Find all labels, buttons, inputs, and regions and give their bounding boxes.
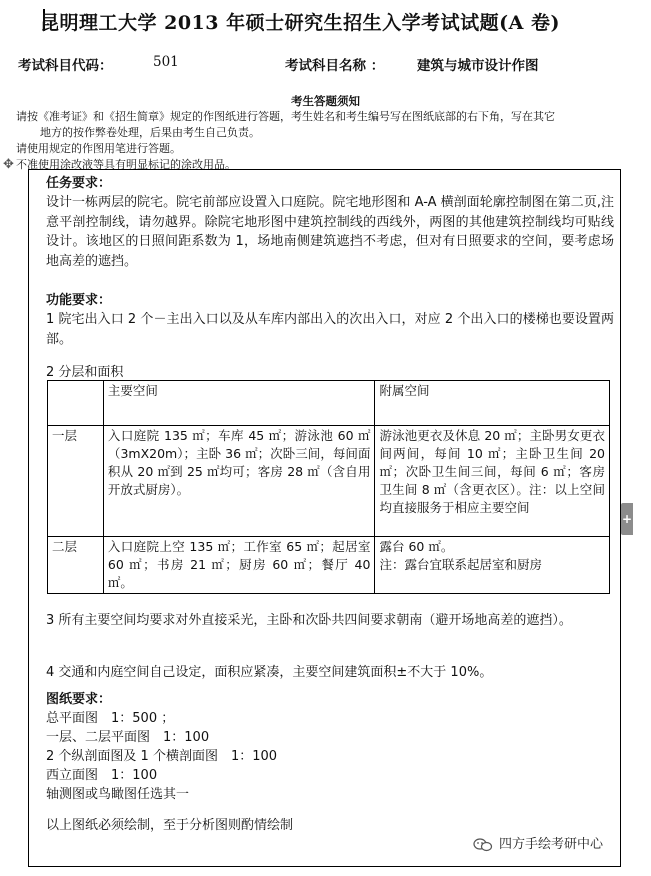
function-item-4: 4 交通和内庭空间自己设定，面积应紧凑，主要空间建筑面积±不大于 10%。: [46, 665, 493, 680]
notice-line-1: 请按《准考证》和《招生简章》规定的作图纸进行答题，考生姓名和考生编号写在图纸底部的右下角，写在其它: [16, 110, 555, 123]
subject-name: 建筑与城市设计作图: [417, 58, 539, 74]
table-cell-aux: 游泳池更衣及休息 20 ㎡；主卧男女更衣间两间，每间 10 ㎡；主卧卫生间 20 ㎡；次卧卫生间三间，每间 6 ㎡；客房卫生间 8 ㎡（含更衣区）。注：以上空间均直接服务于相应主要空间: [375, 426, 610, 537]
drawing-item: 一层、二层平面图 1：100: [46, 730, 210, 745]
table-header-main: 主要空间: [103, 381, 375, 426]
subject-code-label: 考试科目代码：: [18, 58, 113, 74]
notice-line-2: 地方的按作弊卷处理，后果由考生自己负责。: [40, 126, 260, 139]
table-header-row: [48, 381, 610, 426]
subject-code: 501: [153, 54, 179, 70]
area-table: [47, 380, 610, 594]
watermark-text: 四方手绘考研中心: [499, 837, 604, 852]
table-cell-empty: [48, 381, 104, 426]
table-header-aux: 附属空间: [375, 381, 610, 426]
drawings-heading: 图纸要求：: [46, 692, 112, 707]
function-item-3: 3 所有主要空间均要求对外直接采光，主卧和次卧共四间要求朝南（避开场地高差的遮挡）。: [46, 613, 572, 628]
notice-line-3: 请使用规定的作图用笔进行答题。: [16, 142, 181, 155]
subject-name-label: 考试科目名称 ：: [285, 58, 385, 74]
drawing-item: 2 个纵剖面图及 1 个横剖面图 1：100: [46, 749, 278, 764]
move-icon[interactable]: ✥: [3, 157, 14, 172]
exam-title: 昆明理工大学 2013 年硕士研究生招生入学考试试题(A 卷): [40, 12, 560, 34]
table-cell-main: 入口庭院上空 135 ㎡；工作室 65 ㎡；起居室 60 ㎡；书房 21 ㎡；厨房 60 ㎡；餐厅 40 ㎡。: [103, 537, 375, 594]
notice-title: 考生答题须知: [291, 94, 360, 108]
function-item-1: 1 院宅出入口 2 个－主出入口以及从车库内部出入的次出入口，对应 2 个出入口的楼梯也要设置两部。: [46, 312, 614, 347]
table-row: [48, 426, 610, 537]
table-row: [48, 537, 610, 594]
notice-line-4: 不准使用涂改液等具有明显标记的涂改用品。: [16, 158, 236, 171]
drawing-item: 轴测图或鸟瞰图任选其一: [46, 787, 190, 802]
drawing-item: 总平面图 1：500 ；: [46, 711, 175, 726]
drawings-list: [46, 709, 614, 804]
task-text: 设计一栋两层的院宅。院宅前部应设置入口庭院。院宅地形图和 A-A 横剖面轮廓控制图在第二页,注意平剖控制线，请勿越界。除院宅地形图中建筑控制线的西线外，两图的其他建筑控制线均可贴线设计。该地区的日照间距系数为 1，场地南侧建筑遮挡不考虑，但对有日照要求的空间，要考虑场地高差的遮挡。: [46, 195, 614, 269]
table-cell-aux: 露台 60 ㎡。 注：露台宜联系起居室和厨房: [375, 537, 610, 594]
plus-icon[interactable]: +: [621, 503, 633, 535]
task-heading: 任务要求：: [46, 176, 112, 191]
drawing-item: 西立面图 1：100: [46, 768, 158, 783]
table-cell-floor: 二层: [48, 537, 104, 594]
function-heading: 功能要求：: [46, 293, 112, 308]
function-item-2-heading: 2 分层和面积: [46, 365, 124, 380]
table-cell-main: 入口庭院 135 ㎡；车库 45 ㎡；游泳池 60 ㎡（3mX20m）；主卧 36 ㎡；次卧三间，每间面积从 20 ㎡到 25 ㎡均可；客房 28 ㎡（含自用开放式厨房）。: [103, 426, 375, 537]
table-cell-floor: 一层: [48, 426, 104, 537]
wechat-icon: [473, 838, 493, 852]
watermark: [473, 833, 603, 852]
drawings-footer: 以上图纸必须绘制，至于分析图则酌情绘制: [46, 818, 294, 833]
